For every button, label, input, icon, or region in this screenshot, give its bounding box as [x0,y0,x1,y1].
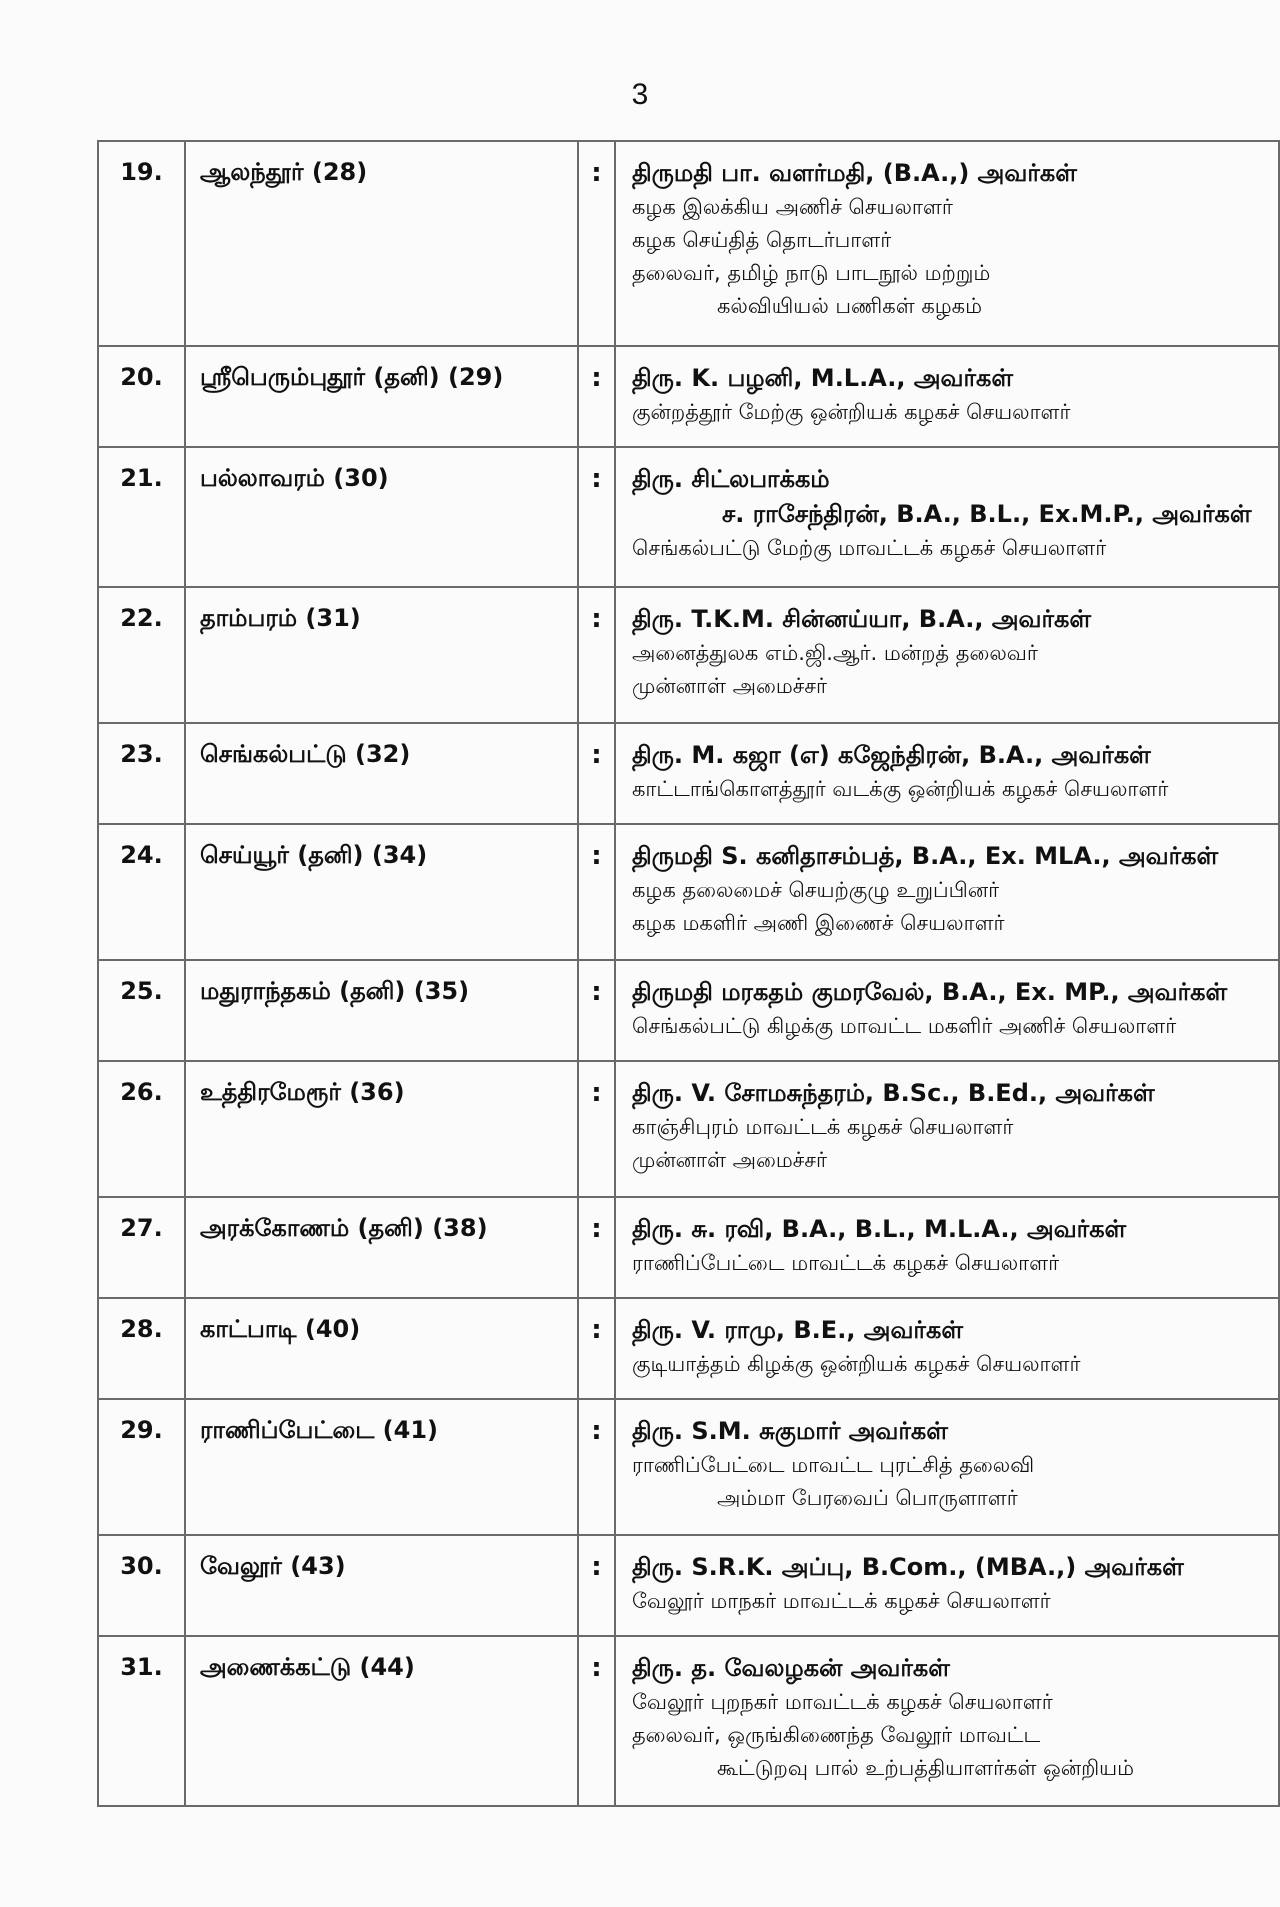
candidate-role: ராணிப்பேட்டை மாவட்டக் கழகச் செயலாளர் [632,1251,1060,1275]
serial-number: 23. [98,723,185,824]
constituency: பல்லாவரம் (30) [185,447,578,587]
candidate-role: கழக செய்தித் தொடர்பாளர் [632,228,892,252]
candidate-details [615,1298,1279,1399]
candidate-role: தலைவர், தமிழ் நாடு பாடநூல் மற்றும் [632,261,991,285]
table-row [98,447,1279,587]
candidate-name: திருமதி S. கனிதாசம்பத், B.A., Ex. MLA., அவர்கள் [632,842,1219,870]
candidate-name: திரு. S.R.K. அப்பு, B.Com., (MBA.,) அவர்கள் [632,1553,1184,1581]
candidate-role: வேலூர் மாநகர் மாவட்டக் கழகச் செயலாளர் [632,1589,1051,1613]
candidate-name: திரு. S.M. சுகுமார் அவர்கள் [632,1417,948,1445]
candidate-name: திரு. K. பழனி, M.L.A., அவர்கள் [632,364,1014,392]
candidate-role: அனைத்துலக எம்.ஜி.ஆர். மன்றத் தலைவர் [632,641,1038,665]
candidate-details [615,1197,1279,1298]
candidate-name: திரு. V. ராமு, B.E., அவர்கள் [632,1316,963,1344]
serial-number: 24. [98,824,185,960]
serial-number: 19. [98,141,185,346]
table-row [98,346,1279,447]
candidate-role: அம்மா பேரவைப் பொருளாளர் [717,1486,1018,1510]
page-number: 3 [631,78,649,111]
colon-separator: : [578,824,615,960]
constituency: ராணிப்பேட்டை (41) [185,1399,578,1535]
candidate-role: தலைவர், ஒருங்கிணைந்த வேலூர் மாவட்ட [632,1723,1041,1747]
table-row [98,723,1279,824]
table-row [98,1197,1279,1298]
serial-number: 27. [98,1197,185,1298]
colon-separator: : [578,1061,615,1197]
constituency: காட்பாடி (40) [185,1298,578,1399]
colon-separator: : [578,1535,615,1636]
serial-number: 25. [98,960,185,1061]
table-row [98,824,1279,960]
serial-number: 28. [98,1298,185,1399]
colon-separator: : [578,447,615,587]
candidate-name: திரு. த. வேலழகன் அவர்கள் [632,1654,950,1682]
candidate-role: செங்கல்பட்டு கிழக்கு மாவட்ட மகளிர் அணிச் செயலாளர் [632,1014,1177,1038]
serial-number: 20. [98,346,185,447]
table-row [98,1298,1279,1399]
candidate-role: முன்னாள் அமைச்சர் [632,674,827,698]
colon-separator: : [578,1399,615,1535]
table-row [98,1399,1279,1535]
table-row [98,960,1279,1061]
constituency: உத்திரமேரூர் (36) [185,1061,578,1197]
candidate-details [615,1636,1279,1806]
constituency: வேலூர் (43) [185,1535,578,1636]
serial-number: 26. [98,1061,185,1197]
candidate-name: திரு. T.K.M. சின்னய்யா, B.A., அவர்கள் [632,605,1092,633]
candidate-name: திரு. M. கஜா (எ) கஜேந்திரன், B.A., அவர்கள் [632,741,1151,769]
candidate-role: முன்னாள் அமைச்சர் [632,1148,827,1172]
table-row [98,1061,1279,1197]
candidate-name-continued: ச. ராசேந்திரன், B.A., B.L., Ex.M.P., அவர்கள் [722,500,1252,528]
serial-number: 29. [98,1399,185,1535]
candidate-details [615,587,1279,723]
constituency: செங்கல்பட்டு (32) [185,723,578,824]
candidate-name: திருமதி மரகதம் குமரவேல், B.A., Ex. MP., அவர்கள் [632,978,1228,1006]
serial-number: 22. [98,587,185,723]
candidate-role: குன்றத்தூர் மேற்கு ஒன்றியக் கழகச் செயலாளர் [632,400,1071,424]
serial-number: 30. [98,1535,185,1636]
candidate-role: காஞ்சிபுரம் மாவட்டக் கழகச் செயலாளர் [632,1115,1014,1139]
candidate-name: திரு. சு. ரவி, B.A., B.L., M.L.A., அவர்கள் [632,1215,1127,1243]
candidate-role: கல்வியியல் பணிகள் கழகம் [717,294,983,318]
constituency: அணைக்கட்டு (44) [185,1636,578,1806]
candidate-details [615,141,1279,346]
candidate-role: கழக தலைமைச் செயற்குழு உறுப்பினர் [632,878,1000,902]
serial-number: 31. [98,1636,185,1806]
candidate-details [615,447,1279,587]
candidate-details [615,1535,1279,1636]
colon-separator: : [578,141,615,346]
candidate-name: திருமதி பா. வளர்மதி, (B.A.,) அவர்கள் [632,159,1077,187]
candidate-table [97,140,1280,1807]
candidate-role: செங்கல்பட்டு மேற்கு மாவட்டக் கழகச் செயலாளர் [632,536,1107,560]
candidate-role: கூட்டுறவு பால் உற்பத்தியாளர்கள் ஒன்றியம் [717,1756,1135,1780]
colon-separator: : [578,1636,615,1806]
constituency: தாம்பரம் (31) [185,587,578,723]
candidate-role: வேலூர் புறநகர் மாவட்டக் கழகச் செயலாளர் [632,1690,1053,1714]
candidate-role: காட்டாங்கொளத்தூர் வடக்கு ஒன்றியக் கழகச் செயலாளர் [632,777,1169,801]
candidate-details [615,960,1279,1061]
colon-separator: : [578,346,615,447]
colon-separator: : [578,960,615,1061]
candidate-role: கழக இலக்கிய அணிச் செயலாளர் [632,195,953,219]
constituency: அரக்கோணம் (தனி) (38) [185,1197,578,1298]
table-row [98,1636,1279,1806]
colon-separator: : [578,587,615,723]
candidate-role: ராணிப்பேட்டை மாவட்ட புரட்சித் தலைவி [632,1453,1035,1477]
serial-number: 21. [98,447,185,587]
candidate-details [615,1399,1279,1535]
colon-separator: : [578,1298,615,1399]
candidate-role: கழக மகளிர் அணி இணைச் செயலாளர் [632,911,1005,935]
table-row [98,1535,1279,1636]
table-row [98,141,1279,346]
constituency: ஸ்ரீபெரும்புதூர் (தனி) (29) [185,346,578,447]
candidate-details [615,1061,1279,1197]
colon-separator: : [578,723,615,824]
candidate-details [615,824,1279,960]
candidate-name: திரு. சிட்லபாக்கம் [632,465,830,493]
constituency: மதுராந்தகம் (தனி) (35) [185,960,578,1061]
table-row [98,587,1279,723]
candidate-details [615,723,1279,824]
colon-separator: : [578,1197,615,1298]
candidate-name: திரு. V. சோமசுந்தரம், B.Sc., B.Ed., அவர்கள் [632,1079,1155,1107]
constituency: ஆலந்தூர் (28) [185,141,578,346]
candidate-role: குடியாத்தம் கிழக்கு ஒன்றியக் கழகச் செயலாளர் [632,1352,1081,1376]
constituency: செய்யூர் (தனி) (34) [185,824,578,960]
candidate-details [615,346,1279,447]
